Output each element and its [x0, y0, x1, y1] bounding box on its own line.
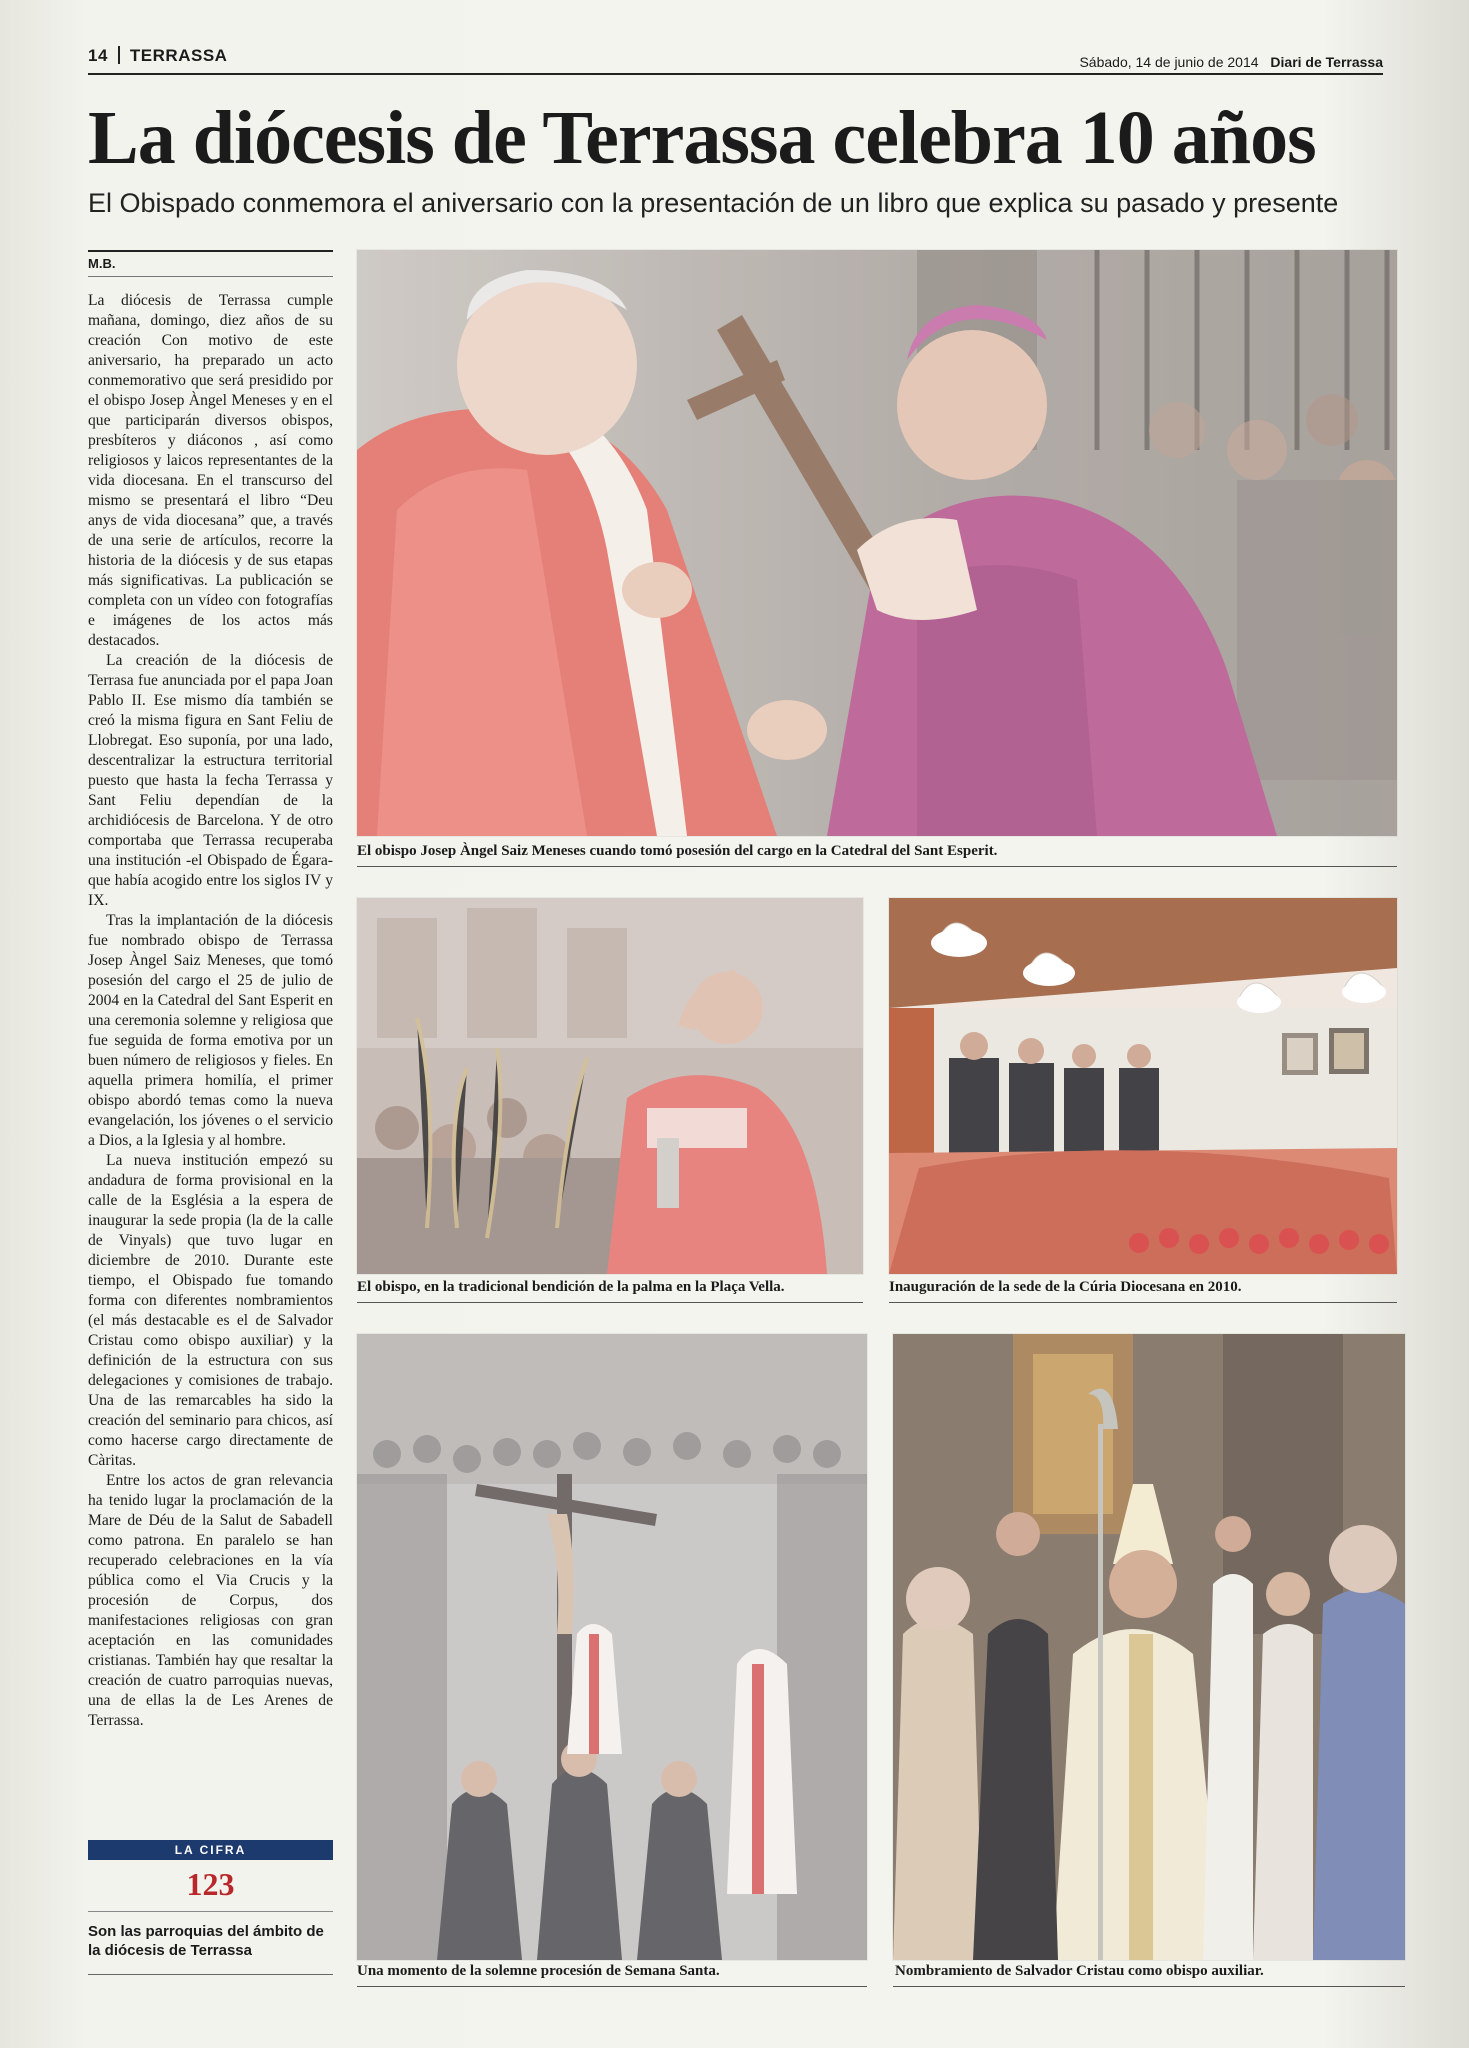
article-body	[88, 291, 333, 1731]
page-number: 14	[88, 46, 108, 65]
la-cifra-number: 123	[186, 1866, 235, 1902]
photo-caption: Una momento de la solemne procesión de Semana Santa.	[357, 1963, 720, 1979]
issue-date: Sábado, 14 de junio de 2014	[1079, 54, 1259, 70]
caption-rule	[889, 1302, 1397, 1303]
photo-curia-inauguration	[889, 898, 1397, 1274]
photo-holy-week-procession	[357, 1334, 867, 1960]
byline-rule	[88, 250, 333, 252]
caption-rule	[357, 1302, 863, 1303]
photo-caption: El obispo Josep Àngel Saiz Meneses cuando tomó posesión del cargo en la Catedral del Sant Esperit.	[357, 843, 998, 859]
article-paragraph: Tras la implantación de la diócesis fue nombrado obispo de Terrassa Josep Àngel Saiz Meneses, que tomó posesión del cargo el 25 de julio de 2004 en la Catedral del Sant Esperit en una ceremonia solemne y religiosa que fue seguida de forma emotiva por un buen número de religiosos y fieles. En aquella primera homilía, el primer obispo abordó temas como la nueva evangelación, los jóvenes o el servicio a Dios, a la Iglesia y al hombre.	[88, 912, 333, 1149]
article-paragraph: La creación de la diócesis de Terrasa fue anunciada por el papa Joan Pablo II. Ese mismo día también se creó la misma figura en Sant Feliu de Llobregat. Eso suponía, por una lado, descentralizar la estructura territorial puesto que hasta la fecha Terrassa y Sant Feliu dependían de la archidiócesis de Barcelona. Y de otro comportaba que Terrassa recuperaba una institución -el Obispado de Égara- que había acogido entre los siglos IV y IX.	[88, 652, 333, 909]
caption-rule	[357, 866, 1397, 867]
la-cifra-rule	[88, 1911, 333, 1912]
la-cifra-label: LA CIFRA	[88, 1840, 333, 1860]
photo-palm-blessing	[357, 898, 863, 1274]
article-paragraph: Entre los actos de gran relevancia ha tenido lugar la proclamación de la Mare de Déu de la Salut de Sabadell como patrona. En paralelo se han recuperado celebraciones en la vía pública como el Via Crucis y la procesión de Corpus, dos manifestaciones religiosas con gran aceptación en las comunidades cristianas. También hay que resaltar la creación de cuatro parroquias nuevas, una de ellas la de Les Arenes de Terrassa.	[88, 1472, 333, 1729]
byline: M.B.	[88, 256, 333, 277]
la-cifra-text: Son las parroquias del ámbito de la diócesis de Terrassa	[88, 1922, 333, 1975]
newspaper-name: Diari de Terrassa	[1270, 54, 1383, 70]
section-name: TERRASSA	[129, 46, 228, 65]
caption-rule	[893, 1986, 1405, 1987]
photo-caption: El obispo, en la tradicional bendición de la palma en la Plaça Vella.	[357, 1279, 785, 1295]
article-paragraph: La diócesis de Terrassa cumple mañana, domingo, diez años de su creación Con motivo de este aniversario, ha preparado un acto conmemorativo que será presidido por el obispo Josep Àngel Meneses y en el que participarán diversos obispos, presbíteros y diáconos , así como religiosos y laicos representantes de la vida diocesana. En el transcurso del mismo se presentará el libro “Deu anys de vida diocesana” que, a través de una serie de artículos, recorre la historia de la diócesis y de sus etapas más significativas. La publicación se completa con un vídeo con fotografías e imágenes de los actos más destacados.	[88, 292, 333, 649]
headline: La diócesis de Terrassa celebra 10 años	[88, 96, 1316, 180]
photo-caption: Nombramiento de Salvador Cristau como obispo auxiliar.	[895, 1963, 1264, 1979]
page-header-right	[1079, 54, 1383, 70]
photo-caption: Inauguración de la sede de la Cúria Diocesana en 2010.	[889, 1279, 1242, 1295]
photo-auxiliary-bishop	[893, 1334, 1405, 1960]
header-divider	[118, 46, 120, 64]
la-cifra-box	[88, 1840, 333, 1975]
caption-rule	[357, 1986, 867, 1987]
photo-bishop-possession	[357, 250, 1397, 836]
header-rule	[88, 73, 1383, 75]
page-header-left	[88, 46, 227, 66]
article-paragraph: La nueva institución empezó su andadura de forma provisional en la calle de la Església a la espera de inaugurar la sede propia (la de la calle de Vinyals) que tuvo lugar en diciembre de 2010. Durante este tiempo, el Obispado fue tomando forma con diferentes nombramientos (el más destacable es el de Salvador Cristau como obispo auxiliar) y la definición de la estructura con sus delegaciones y comisiones de trabajo. Una de las remarcables ha sido la creación del seminario para chicos, así como hacerse cargo directamente de Càritas.	[88, 1152, 333, 1469]
article-column	[88, 250, 333, 1731]
subheadline: El Obispado conmemora el aniversario con la presentación de un libro que explica su pasado y presente	[88, 188, 1339, 218]
